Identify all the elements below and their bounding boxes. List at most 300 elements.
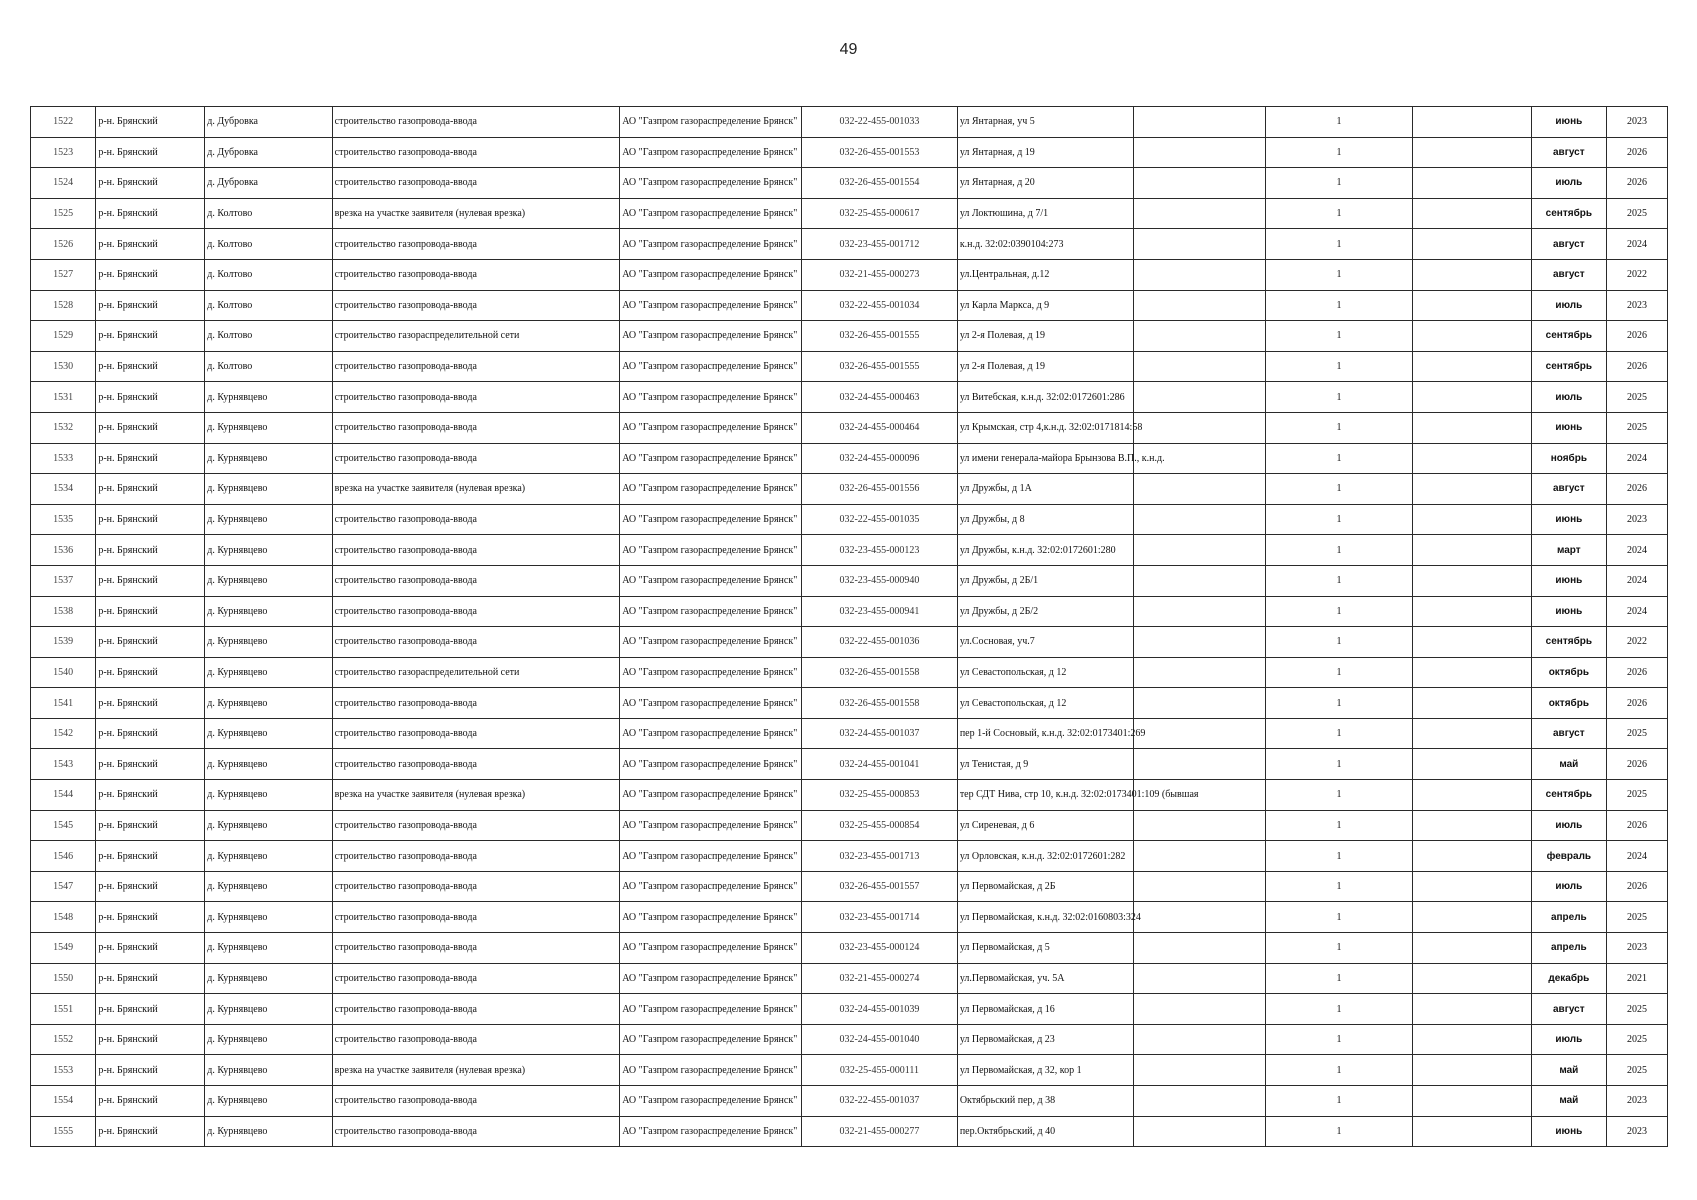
organization-cell: АО "Газпром газораспределение Брянск" — [620, 871, 802, 902]
registry-code-cell: 032-21-455-000277 — [802, 1116, 958, 1147]
month-cell: сентябрь — [1531, 627, 1606, 658]
district-cell: р-н. Брянский — [96, 871, 205, 902]
district-cell: р-н. Брянский — [96, 994, 205, 1025]
registry-code-cell: 032-24-455-000096 — [802, 443, 958, 474]
year-cell: 2025 — [1606, 994, 1667, 1025]
empty-cell — [1134, 290, 1266, 321]
month-cell: август — [1531, 259, 1606, 290]
organization-cell: АО "Газпром газораспределение Брянск" — [620, 749, 802, 780]
work-type-cell: строительство газопровода-ввода — [332, 933, 620, 964]
empty-cell — [1413, 718, 1532, 749]
organization-cell: АО "Газпром газораспределение Брянск" — [620, 1024, 802, 1055]
empty-cell — [1413, 627, 1532, 658]
quantity-cell: 1 — [1266, 259, 1413, 290]
empty-cell — [1134, 994, 1266, 1025]
settlement-cell: д. Курнявцево — [205, 871, 332, 902]
work-type-cell: строительство газопровода-ввода — [332, 229, 620, 260]
empty-cell — [1134, 412, 1266, 443]
month-cell: ноябрь — [1531, 443, 1606, 474]
district-cell: р-н. Брянский — [96, 321, 205, 352]
organization-cell: АО "Газпром газораспределение Брянск" — [620, 137, 802, 168]
quantity-cell: 1 — [1266, 933, 1413, 964]
empty-cell — [1413, 780, 1532, 811]
organization-cell: АО "Газпром газораспределение Брянск" — [620, 107, 802, 138]
table-row — [31, 1024, 1668, 1055]
table-row — [31, 810, 1668, 841]
table-row — [31, 412, 1668, 443]
month-cell: февраль — [1531, 841, 1606, 872]
registry-code-cell: 032-23-455-000124 — [802, 933, 958, 964]
empty-cell — [1134, 1055, 1266, 1086]
address-cell: ул Первомайская, д 2Б — [957, 871, 1133, 902]
registry-code-cell: 032-24-455-001040 — [802, 1024, 958, 1055]
quantity-cell: 1 — [1266, 1086, 1413, 1117]
quantity-cell: 1 — [1266, 1055, 1413, 1086]
year-cell: 2025 — [1606, 718, 1667, 749]
settlement-cell: д. Курнявцево — [205, 1024, 332, 1055]
settlement-cell: д. Курнявцево — [205, 1116, 332, 1147]
table-row — [31, 351, 1668, 382]
organization-cell: АО "Газпром газораспределение Брянск" — [620, 504, 802, 535]
empty-cell — [1413, 1055, 1532, 1086]
year-cell: 2023 — [1606, 107, 1667, 138]
quantity-cell: 1 — [1266, 107, 1413, 138]
table-row — [31, 290, 1668, 321]
quantity-cell: 1 — [1266, 627, 1413, 658]
work-type-cell: строительство газопровода-ввода — [332, 1086, 620, 1117]
work-type-cell: строительство газопровода-ввода — [332, 841, 620, 872]
registry-code-cell: 032-24-455-001037 — [802, 718, 958, 749]
month-cell: сентябрь — [1531, 198, 1606, 229]
settlement-cell: д. Курнявцево — [205, 810, 332, 841]
work-type-cell: строительство газопровода-ввода — [332, 688, 620, 719]
month-cell: июнь — [1531, 565, 1606, 596]
row-number-cell: 1539 — [31, 627, 96, 658]
address-cell: ул Витебская, к.н.д. 32:02:0172601:286 — [957, 382, 1133, 413]
month-cell: июнь — [1531, 107, 1606, 138]
empty-cell — [1134, 657, 1266, 688]
table-row — [31, 535, 1668, 566]
address-cell: ул Дружбы, д 8 — [957, 504, 1133, 535]
work-type-cell: строительство газопровода-ввода — [332, 382, 620, 413]
district-cell: р-н. Брянский — [96, 259, 205, 290]
district-cell: р-н. Брянский — [96, 1024, 205, 1055]
month-cell: сентябрь — [1531, 351, 1606, 382]
month-cell: июнь — [1531, 504, 1606, 535]
quantity-cell: 1 — [1266, 963, 1413, 994]
address-cell: ул Янтарная, д 19 — [957, 137, 1133, 168]
quantity-cell: 1 — [1266, 290, 1413, 321]
empty-cell — [1134, 1116, 1266, 1147]
year-cell: 2026 — [1606, 321, 1667, 352]
year-cell: 2023 — [1606, 290, 1667, 321]
district-cell: р-н. Брянский — [96, 810, 205, 841]
empty-cell — [1413, 933, 1532, 964]
table-row — [31, 474, 1668, 505]
table-row — [31, 780, 1668, 811]
organization-cell: АО "Газпром газораспределение Брянск" — [620, 963, 802, 994]
work-type-cell: строительство газопровода-ввода — [332, 627, 620, 658]
year-cell: 2024 — [1606, 841, 1667, 872]
district-cell: р-н. Брянский — [96, 382, 205, 413]
district-cell: р-н. Брянский — [96, 290, 205, 321]
empty-cell — [1134, 718, 1266, 749]
district-cell: р-н. Брянский — [96, 688, 205, 719]
quantity-cell: 1 — [1266, 1116, 1413, 1147]
work-type-cell: врезка на участке заявителя (нулевая врезка) — [332, 1055, 620, 1086]
work-type-cell: строительство газопровода-ввода — [332, 504, 620, 535]
organization-cell: АО "Газпром газораспределение Брянск" — [620, 229, 802, 260]
quantity-cell: 1 — [1266, 871, 1413, 902]
empty-cell — [1413, 351, 1532, 382]
year-cell: 2025 — [1606, 382, 1667, 413]
settlement-cell: д. Курнявцево — [205, 688, 332, 719]
table-row — [31, 382, 1668, 413]
work-type-cell: врезка на участке заявителя (нулевая врезка) — [332, 474, 620, 505]
year-cell: 2024 — [1606, 596, 1667, 627]
settlement-cell: д. Курнявцево — [205, 565, 332, 596]
empty-cell — [1413, 137, 1532, 168]
table-row — [31, 902, 1668, 933]
year-cell: 2026 — [1606, 871, 1667, 902]
address-cell: ул Орловская, к.н.д. 32:02:0172601:282 — [957, 841, 1133, 872]
work-type-cell: строительство газопровода-ввода — [332, 168, 620, 199]
empty-cell — [1413, 1086, 1532, 1117]
empty-cell — [1413, 168, 1532, 199]
district-cell: р-н. Брянский — [96, 933, 205, 964]
empty-cell — [1134, 871, 1266, 902]
quantity-cell: 1 — [1266, 412, 1413, 443]
work-type-cell: строительство газопровода-ввода — [332, 718, 620, 749]
organization-cell: АО "Газпром газораспределение Брянск" — [620, 198, 802, 229]
month-cell: июль — [1531, 871, 1606, 902]
year-cell: 2022 — [1606, 627, 1667, 658]
row-number-cell: 1527 — [31, 259, 96, 290]
month-cell: август — [1531, 474, 1606, 505]
row-number-cell: 1525 — [31, 198, 96, 229]
address-cell: ул Первомайская, д 32, кор 1 — [957, 1055, 1133, 1086]
registry-code-cell: 032-23-455-001714 — [802, 902, 958, 933]
row-number-cell: 1535 — [31, 504, 96, 535]
empty-cell — [1134, 841, 1266, 872]
table-row — [31, 688, 1668, 719]
district-cell: р-н. Брянский — [96, 749, 205, 780]
month-cell: август — [1531, 229, 1606, 260]
registry-code-cell: 032-26-455-001554 — [802, 168, 958, 199]
quantity-cell: 1 — [1266, 994, 1413, 1025]
empty-cell — [1413, 902, 1532, 933]
address-cell: ул Дружбы, д 1А — [957, 474, 1133, 505]
settlement-cell: д. Курнявцево — [205, 841, 332, 872]
table-row — [31, 596, 1668, 627]
year-cell: 2024 — [1606, 229, 1667, 260]
month-cell: июнь — [1531, 412, 1606, 443]
settlement-cell: д. Курнявцево — [205, 902, 332, 933]
table-row — [31, 1116, 1668, 1147]
row-number-cell: 1544 — [31, 780, 96, 811]
empty-cell — [1134, 382, 1266, 413]
empty-cell — [1134, 596, 1266, 627]
settlement-cell: д. Курнявцево — [205, 994, 332, 1025]
settlement-cell: д. Курнявцево — [205, 474, 332, 505]
row-number-cell: 1533 — [31, 443, 96, 474]
empty-cell — [1413, 749, 1532, 780]
registry-code-cell: 032-26-455-001558 — [802, 657, 958, 688]
quantity-cell: 1 — [1266, 137, 1413, 168]
row-number-cell: 1536 — [31, 535, 96, 566]
registry-code-cell: 032-25-455-000111 — [802, 1055, 958, 1086]
address-cell: пер.Октябрьский, д 40 — [957, 1116, 1133, 1147]
row-number-cell: 1548 — [31, 902, 96, 933]
row-number-cell: 1532 — [31, 412, 96, 443]
empty-cell — [1134, 688, 1266, 719]
settlement-cell: д. Курнявцево — [205, 443, 332, 474]
month-cell: октябрь — [1531, 688, 1606, 719]
table-row — [31, 627, 1668, 658]
empty-cell — [1413, 871, 1532, 902]
month-cell: май — [1531, 1086, 1606, 1117]
settlement-cell: д. Колтово — [205, 321, 332, 352]
registry-code-cell: 032-22-455-001034 — [802, 290, 958, 321]
organization-cell: АО "Газпром газораспределение Брянск" — [620, 565, 802, 596]
table-row — [31, 321, 1668, 352]
table-row — [31, 565, 1668, 596]
empty-cell — [1413, 810, 1532, 841]
work-type-cell: строительство газопровода-ввода — [332, 749, 620, 780]
quantity-cell: 1 — [1266, 1024, 1413, 1055]
quantity-cell: 1 — [1266, 810, 1413, 841]
address-cell: ул 2-я Полевая, д 19 — [957, 321, 1133, 352]
registry-code-cell: 032-25-455-000853 — [802, 780, 958, 811]
quantity-cell: 1 — [1266, 229, 1413, 260]
district-cell: р-н. Брянский — [96, 351, 205, 382]
empty-cell — [1413, 535, 1532, 566]
quantity-cell: 1 — [1266, 321, 1413, 352]
quantity-cell: 1 — [1266, 688, 1413, 719]
district-cell: р-н. Брянский — [96, 504, 205, 535]
address-cell: ул.Сосновая, уч.7 — [957, 627, 1133, 658]
work-type-cell: строительство газопровода-ввода — [332, 351, 620, 382]
empty-cell — [1134, 1024, 1266, 1055]
district-cell: р-н. Брянский — [96, 198, 205, 229]
district-cell: р-н. Брянский — [96, 535, 205, 566]
organization-cell: АО "Газпром газораспределение Брянск" — [620, 321, 802, 352]
work-type-cell: строительство газопровода-ввода — [332, 810, 620, 841]
organization-cell: АО "Газпром газораспределение Брянск" — [620, 810, 802, 841]
organization-cell: АО "Газпром газораспределение Брянск" — [620, 535, 802, 566]
table-row — [31, 749, 1668, 780]
organization-cell: АО "Газпром газораспределение Брянск" — [620, 902, 802, 933]
year-cell: 2023 — [1606, 933, 1667, 964]
month-cell: июнь — [1531, 1116, 1606, 1147]
registry-code-cell: 032-21-455-000273 — [802, 259, 958, 290]
table-row — [31, 259, 1668, 290]
address-cell: ул Янтарная, уч 5 — [957, 107, 1133, 138]
quantity-cell: 1 — [1266, 504, 1413, 535]
district-cell: р-н. Брянский — [96, 1086, 205, 1117]
month-cell: июль — [1531, 168, 1606, 199]
quantity-cell: 1 — [1266, 657, 1413, 688]
table-row — [31, 657, 1668, 688]
settlement-cell: д. Дубровка — [205, 137, 332, 168]
month-cell: июль — [1531, 810, 1606, 841]
table-row — [31, 933, 1668, 964]
work-type-cell: строительство газораспределительной сети — [332, 321, 620, 352]
settlement-cell: д. Курнявцево — [205, 1086, 332, 1117]
settlement-cell: д. Колтово — [205, 259, 332, 290]
work-type-cell: строительство газопровода-ввода — [332, 1024, 620, 1055]
organization-cell: АО "Газпром газораспределение Брянск" — [620, 1055, 802, 1086]
registry-code-cell: 032-23-455-000123 — [802, 535, 958, 566]
work-type-cell: строительство газопровода-ввода — [332, 871, 620, 902]
row-number-cell: 1524 — [31, 168, 96, 199]
address-cell: Октябрьский пер, д 38 — [957, 1086, 1133, 1117]
settlement-cell: д. Курнявцево — [205, 718, 332, 749]
row-number-cell: 1554 — [31, 1086, 96, 1117]
empty-cell — [1134, 902, 1266, 933]
address-cell: ул Первомайская, д 23 — [957, 1024, 1133, 1055]
district-cell: р-н. Брянский — [96, 443, 205, 474]
empty-cell — [1134, 1086, 1266, 1117]
work-type-cell: строительство газопровода-ввода — [332, 107, 620, 138]
year-cell: 2023 — [1606, 1086, 1667, 1117]
settlement-cell: д. Курнявцево — [205, 596, 332, 627]
organization-cell: АО "Газпром газораспределение Брянск" — [620, 259, 802, 290]
empty-cell — [1413, 565, 1532, 596]
settlement-cell: д. Колтово — [205, 351, 332, 382]
table-row — [31, 1086, 1668, 1117]
month-cell: май — [1531, 749, 1606, 780]
district-cell: р-н. Брянский — [96, 627, 205, 658]
quantity-cell: 1 — [1266, 749, 1413, 780]
page-number: 49 — [839, 41, 858, 58]
empty-cell — [1134, 351, 1266, 382]
district-cell: р-н. Брянский — [96, 841, 205, 872]
row-number-cell: 1534 — [31, 474, 96, 505]
settlement-cell: д. Колтово — [205, 290, 332, 321]
year-cell: 2025 — [1606, 412, 1667, 443]
year-cell: 2025 — [1606, 902, 1667, 933]
empty-cell — [1134, 933, 1266, 964]
organization-cell: АО "Газпром газораспределение Брянск" — [620, 994, 802, 1025]
month-cell: июль — [1531, 1024, 1606, 1055]
row-number-cell: 1526 — [31, 229, 96, 260]
address-cell: ул имени генерала-майора Брынзова В.П., к.н.д. — [957, 443, 1133, 474]
work-type-cell: строительство газопровода-ввода — [332, 902, 620, 933]
work-type-cell: врезка на участке заявителя (нулевая врезка) — [332, 780, 620, 811]
organization-cell: АО "Газпром газораспределение Брянск" — [620, 412, 802, 443]
address-cell: ул Дружбы, к.н.д. 32:02:0172601:280 — [957, 535, 1133, 566]
year-cell: 2023 — [1606, 1116, 1667, 1147]
work-type-cell: строительство газопровода-ввода — [332, 259, 620, 290]
quantity-cell: 1 — [1266, 474, 1413, 505]
settlement-cell: д. Курнявцево — [205, 780, 332, 811]
empty-cell — [1134, 229, 1266, 260]
table-row — [31, 871, 1668, 902]
settlement-cell: д. Курнявцево — [205, 535, 332, 566]
settlement-cell: д. Курнявцево — [205, 657, 332, 688]
district-cell: р-н. Брянский — [96, 902, 205, 933]
district-cell: р-н. Брянский — [96, 168, 205, 199]
month-cell: август — [1531, 994, 1606, 1025]
organization-cell: АО "Газпром газораспределение Брянск" — [620, 382, 802, 413]
gas-connection-registry-table — [30, 106, 1668, 1147]
table-row — [31, 229, 1668, 260]
empty-cell — [1134, 749, 1266, 780]
empty-cell — [1413, 596, 1532, 627]
month-cell: декабрь — [1531, 963, 1606, 994]
empty-cell — [1413, 963, 1532, 994]
row-number-cell: 1529 — [31, 321, 96, 352]
settlement-cell: д. Дубровка — [205, 168, 332, 199]
district-cell: р-н. Брянский — [96, 137, 205, 168]
row-number-cell: 1522 — [31, 107, 96, 138]
month-cell: июль — [1531, 290, 1606, 321]
work-type-cell: строительство газопровода-ввода — [332, 596, 620, 627]
empty-cell — [1413, 198, 1532, 229]
empty-cell — [1413, 994, 1532, 1025]
row-number-cell: 1528 — [31, 290, 96, 321]
registry-code-cell: 032-23-455-000940 — [802, 565, 958, 596]
row-number-cell: 1543 — [31, 749, 96, 780]
district-cell: р-н. Брянский — [96, 780, 205, 811]
empty-cell — [1413, 841, 1532, 872]
quantity-cell: 1 — [1266, 351, 1413, 382]
registry-code-cell: 032-26-455-001556 — [802, 474, 958, 505]
work-type-cell: строительство газопровода-ввода — [332, 565, 620, 596]
organization-cell: АО "Газпром газораспределение Брянск" — [620, 474, 802, 505]
row-number-cell: 1555 — [31, 1116, 96, 1147]
settlement-cell: д. Курнявцево — [205, 1055, 332, 1086]
empty-cell — [1413, 688, 1532, 719]
row-number-cell: 1550 — [31, 963, 96, 994]
year-cell: 2025 — [1606, 780, 1667, 811]
registry-code-cell: 032-23-455-000941 — [802, 596, 958, 627]
settlement-cell: д. Курнявцево — [205, 382, 332, 413]
empty-cell — [1134, 259, 1266, 290]
address-cell: ул.Центральная, д.12 — [957, 259, 1133, 290]
year-cell: 2025 — [1606, 1024, 1667, 1055]
address-cell: ул Дружбы, д 2Б/1 — [957, 565, 1133, 596]
address-cell: ул Локтюшина, д 7/1 — [957, 198, 1133, 229]
table-row — [31, 137, 1668, 168]
address-cell: ул Первомайская, д 5 — [957, 933, 1133, 964]
district-cell: р-н. Брянский — [96, 107, 205, 138]
registry-code-cell: 032-24-455-000463 — [802, 382, 958, 413]
organization-cell: АО "Газпром газораспределение Брянск" — [620, 627, 802, 658]
row-number-cell: 1551 — [31, 994, 96, 1025]
empty-cell — [1413, 229, 1532, 260]
quantity-cell: 1 — [1266, 535, 1413, 566]
empty-cell — [1134, 198, 1266, 229]
organization-cell: АО "Газпром газораспределение Брянск" — [620, 290, 802, 321]
row-number-cell: 1547 — [31, 871, 96, 902]
year-cell: 2026 — [1606, 351, 1667, 382]
quantity-cell: 1 — [1266, 841, 1413, 872]
empty-cell — [1413, 474, 1532, 505]
registry-code-cell: 032-22-455-001037 — [802, 1086, 958, 1117]
empty-cell — [1413, 412, 1532, 443]
registry-code-cell: 032-24-455-001041 — [802, 749, 958, 780]
table-row — [31, 1055, 1668, 1086]
table-row — [31, 994, 1668, 1025]
empty-cell — [1134, 321, 1266, 352]
work-type-cell: строительство газопровода-ввода — [332, 443, 620, 474]
empty-cell — [1134, 535, 1266, 566]
table-row — [31, 841, 1668, 872]
empty-cell — [1413, 107, 1532, 138]
year-cell: 2026 — [1606, 137, 1667, 168]
